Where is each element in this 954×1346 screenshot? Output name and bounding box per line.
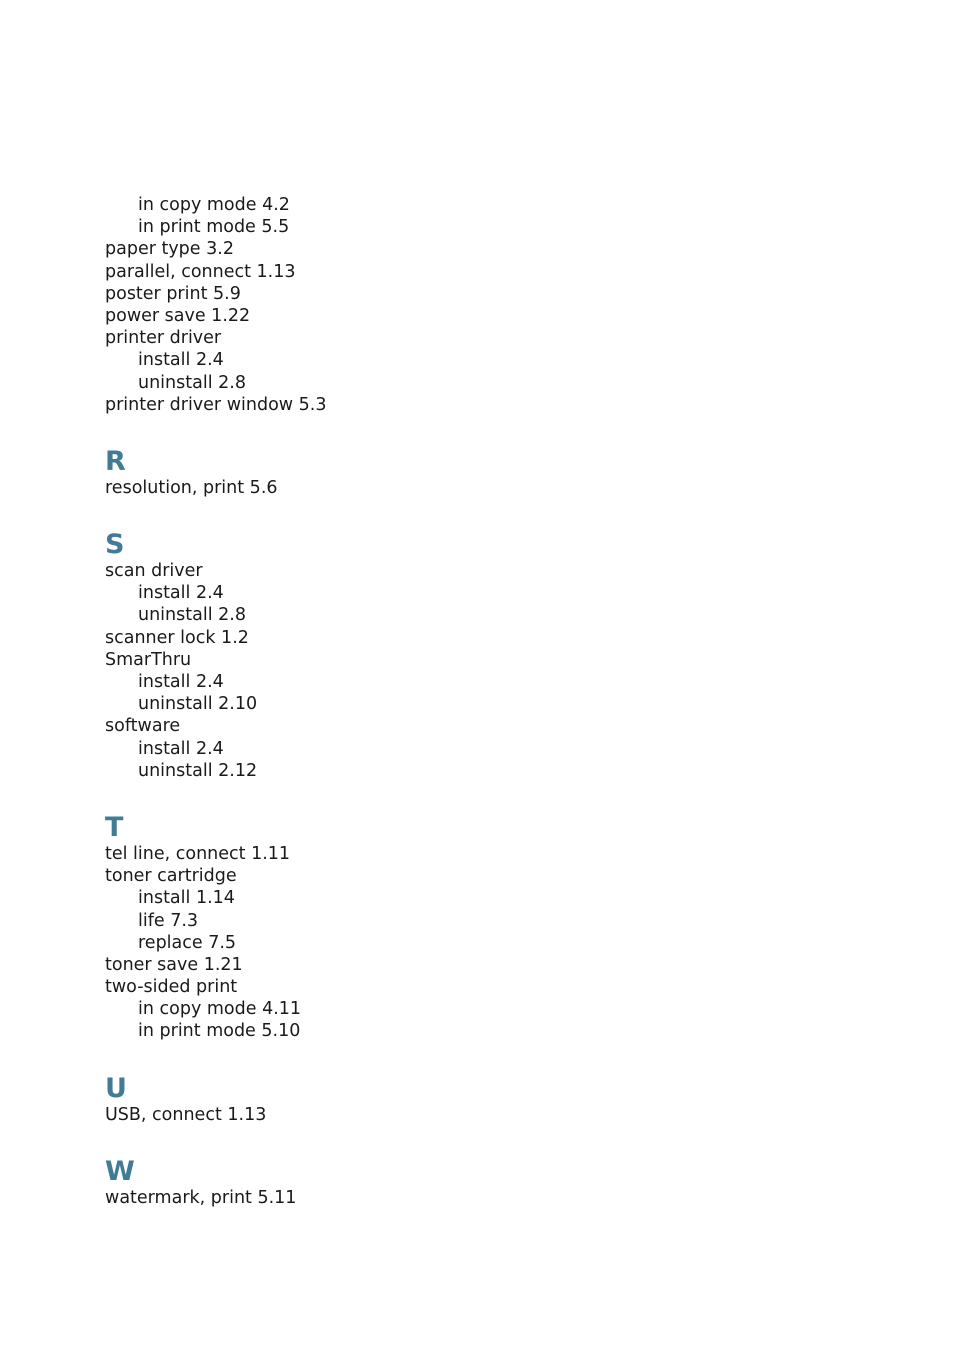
index-subentry: uninstall 2.10 <box>138 694 258 715</box>
index-entry: scanner lock 1.2 <box>105 627 249 648</box>
index-entry: power save 1.22 <box>105 305 251 326</box>
index-subentry: uninstall 2.12 <box>138 760 258 781</box>
index-group <box>105 530 705 782</box>
index-entry: poster print 5.9 <box>105 283 241 304</box>
index-subentry: uninstall 2.8 <box>138 605 246 626</box>
index-subentry: install 2.4 <box>138 350 224 371</box>
section-letter-heading: R <box>105 445 126 477</box>
section-letter-heading: W <box>105 1155 135 1187</box>
index-subentry: in copy mode 4.11 <box>138 999 302 1020</box>
index-entry: toner cartridge <box>105 866 237 887</box>
index-column <box>105 194 705 1209</box>
index-entry: scan driver <box>105 561 203 582</box>
index-entry: paper type 3.2 <box>105 239 234 260</box>
index-subentry: install 2.4 <box>138 672 224 692</box>
section-letter-heading: U <box>105 1072 127 1104</box>
index-entry: two-sided print <box>105 977 238 998</box>
index-group <box>105 447 705 499</box>
index-subentry: replace 7.5 <box>138 932 237 953</box>
index-group <box>105 194 705 416</box>
index-subentry: uninstall 2.8 <box>138 372 246 393</box>
index-subentry: in copy mode 4.2 <box>138 195 290 215</box>
index-entry: toner save 1.21 <box>105 954 243 975</box>
section-letter-heading: T <box>105 811 124 843</box>
index-entry: parallel, connect 1.13 <box>105 261 296 282</box>
index-subentry: in print mode 5.10 <box>138 1021 301 1042</box>
index-group <box>105 813 705 1043</box>
section-letter-heading: S <box>105 529 125 561</box>
index-group <box>105 1074 705 1126</box>
index-entry: USB, connect 1.13 <box>105 1104 267 1125</box>
index-subentry: install 2.4 <box>138 738 224 759</box>
index-entry: resolution, print 5.6 <box>105 477 278 498</box>
index-entry: printer driver window 5.3 <box>105 394 327 415</box>
index-entry: tel line, connect 1.11 <box>105 843 291 864</box>
index-entry: software <box>105 716 181 737</box>
index-subentry: install 2.4 <box>138 583 224 604</box>
index-subentry: in print mode 5.5 <box>138 217 290 238</box>
index-entry: watermark, print 5.11 <box>105 1187 297 1208</box>
index-group <box>105 1157 705 1209</box>
index-entry: SmarThru <box>105 649 192 670</box>
index-subentry: install 1.14 <box>138 888 235 909</box>
index-entry: printer driver <box>105 328 222 349</box>
index-subentry: life 7.3 <box>138 910 199 931</box>
